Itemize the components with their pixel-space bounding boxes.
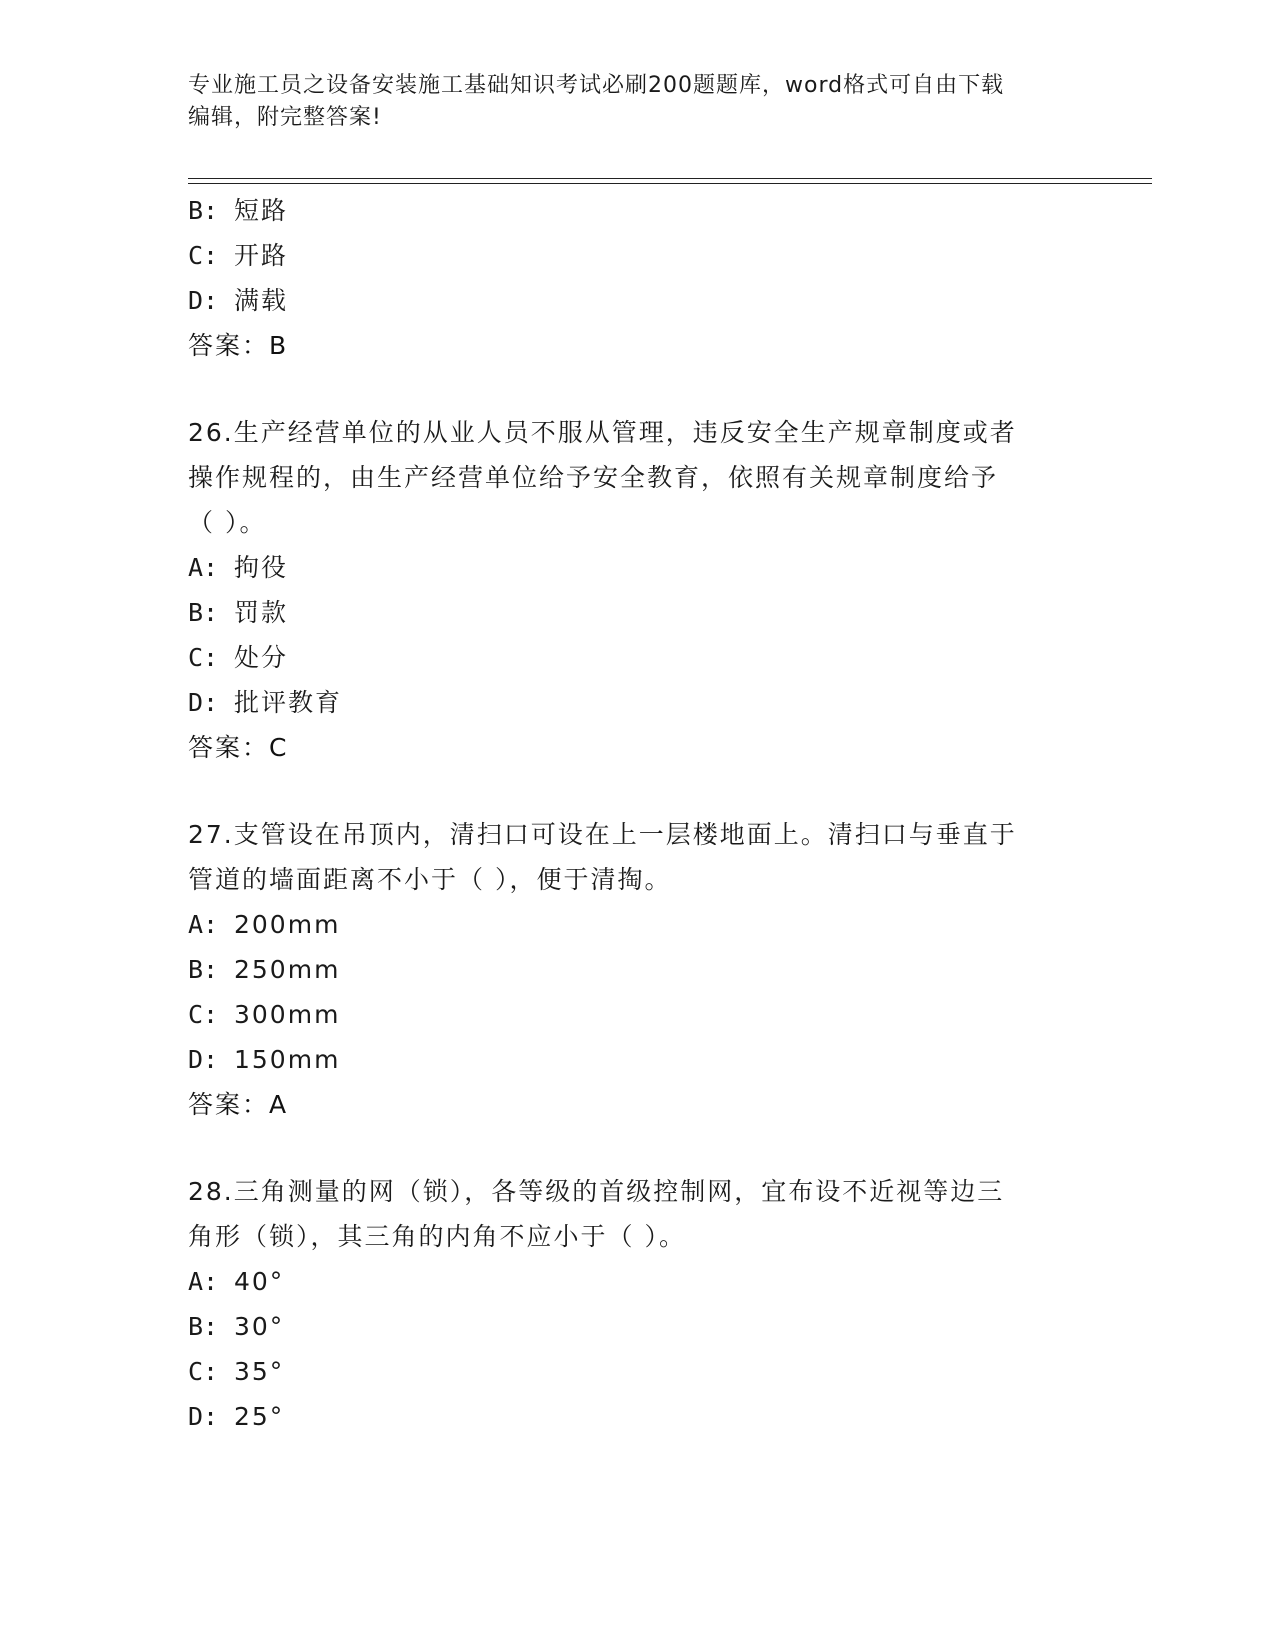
option-b bbox=[188, 188, 1088, 233]
question-text-line: 26.生产经营单位的从业人员不服从管理，违反安全生产规章制度或者 bbox=[188, 418, 1017, 447]
option-text: 40° bbox=[234, 1267, 285, 1296]
option-label: D: bbox=[188, 1045, 219, 1074]
document-header bbox=[188, 70, 1088, 134]
option-label: A: bbox=[188, 553, 219, 582]
option-text: 处分 bbox=[234, 643, 289, 672]
option-c bbox=[188, 1349, 1088, 1394]
option-a bbox=[188, 545, 1088, 590]
option-b bbox=[188, 947, 1088, 992]
option-d bbox=[188, 680, 1088, 725]
option-text: 300mm bbox=[234, 1000, 341, 1029]
question-text-line: 27.支管设在吊顶内，清扫口可设在上一层楼地面上。清扫口与垂直于 bbox=[188, 820, 1017, 849]
option-a bbox=[188, 1259, 1088, 1304]
option-label: C: bbox=[188, 1000, 219, 1029]
answer-line: 答案：B bbox=[188, 331, 289, 360]
answer-line: 答案：C bbox=[188, 733, 289, 762]
question-28 bbox=[188, 1169, 1088, 1439]
question-content bbox=[188, 188, 1088, 1439]
option-text: 批评教育 bbox=[234, 688, 343, 717]
prev-question-block bbox=[188, 188, 1088, 368]
option-text: 250mm bbox=[234, 955, 341, 984]
option-text: 200mm bbox=[234, 910, 341, 939]
option-b bbox=[188, 1304, 1088, 1349]
option-label: D: bbox=[188, 1402, 219, 1431]
question-text-line: （ ）。 bbox=[188, 508, 267, 537]
option-c bbox=[188, 992, 1088, 1037]
option-label: C: bbox=[188, 241, 219, 270]
option-text: 25° bbox=[234, 1402, 285, 1431]
question-26 bbox=[188, 410, 1088, 770]
option-text: 150mm bbox=[234, 1045, 341, 1074]
option-text: 短路 bbox=[234, 196, 289, 225]
option-b bbox=[188, 590, 1088, 635]
option-d bbox=[188, 1394, 1088, 1439]
option-label: C: bbox=[188, 1357, 219, 1386]
option-text: 30° bbox=[234, 1312, 285, 1341]
header-divider-bottom bbox=[188, 183, 1152, 184]
option-label: B: bbox=[188, 955, 219, 984]
option-label: C: bbox=[188, 643, 219, 672]
question-27 bbox=[188, 812, 1088, 1127]
option-label: A: bbox=[188, 1267, 219, 1296]
option-label: B: bbox=[188, 1312, 219, 1341]
option-c bbox=[188, 635, 1088, 680]
option-text: 满载 bbox=[234, 286, 289, 315]
option-c bbox=[188, 233, 1088, 278]
option-label: B: bbox=[188, 196, 219, 225]
option-label: D: bbox=[188, 688, 219, 717]
option-text: 35° bbox=[234, 1357, 285, 1386]
option-d bbox=[188, 1037, 1088, 1082]
option-label: B: bbox=[188, 598, 219, 627]
question-text-line: 操作规程的，由生产经营单位给予安全教育，依照有关规章制度给予 bbox=[188, 463, 999, 492]
question-text-line: 28.三角测量的网（锁），各等级的首级控制网，宜布设不近视等边三 bbox=[188, 1177, 1005, 1206]
option-text: 开路 bbox=[234, 241, 289, 270]
option-label: D: bbox=[188, 286, 219, 315]
header-line-2: 编辑，附完整答案! bbox=[188, 105, 382, 130]
header-line-1: 专业施工员之设备安装施工基础知识考试必刷200题题库，word格式可自由下载 bbox=[188, 73, 1005, 98]
answer-line: 答案：A bbox=[188, 1090, 289, 1119]
option-a bbox=[188, 902, 1088, 947]
option-label: A: bbox=[188, 910, 219, 939]
option-text: 罚款 bbox=[234, 598, 289, 627]
option-d bbox=[188, 278, 1088, 323]
question-text-line: 管道的墙面距离不小于（ ），便于清掏。 bbox=[188, 865, 672, 894]
question-text-line: 角形（锁），其三角的内角不应小于（ ）。 bbox=[188, 1222, 686, 1251]
header-divider-top bbox=[188, 178, 1152, 179]
option-text: 拘役 bbox=[234, 553, 289, 582]
